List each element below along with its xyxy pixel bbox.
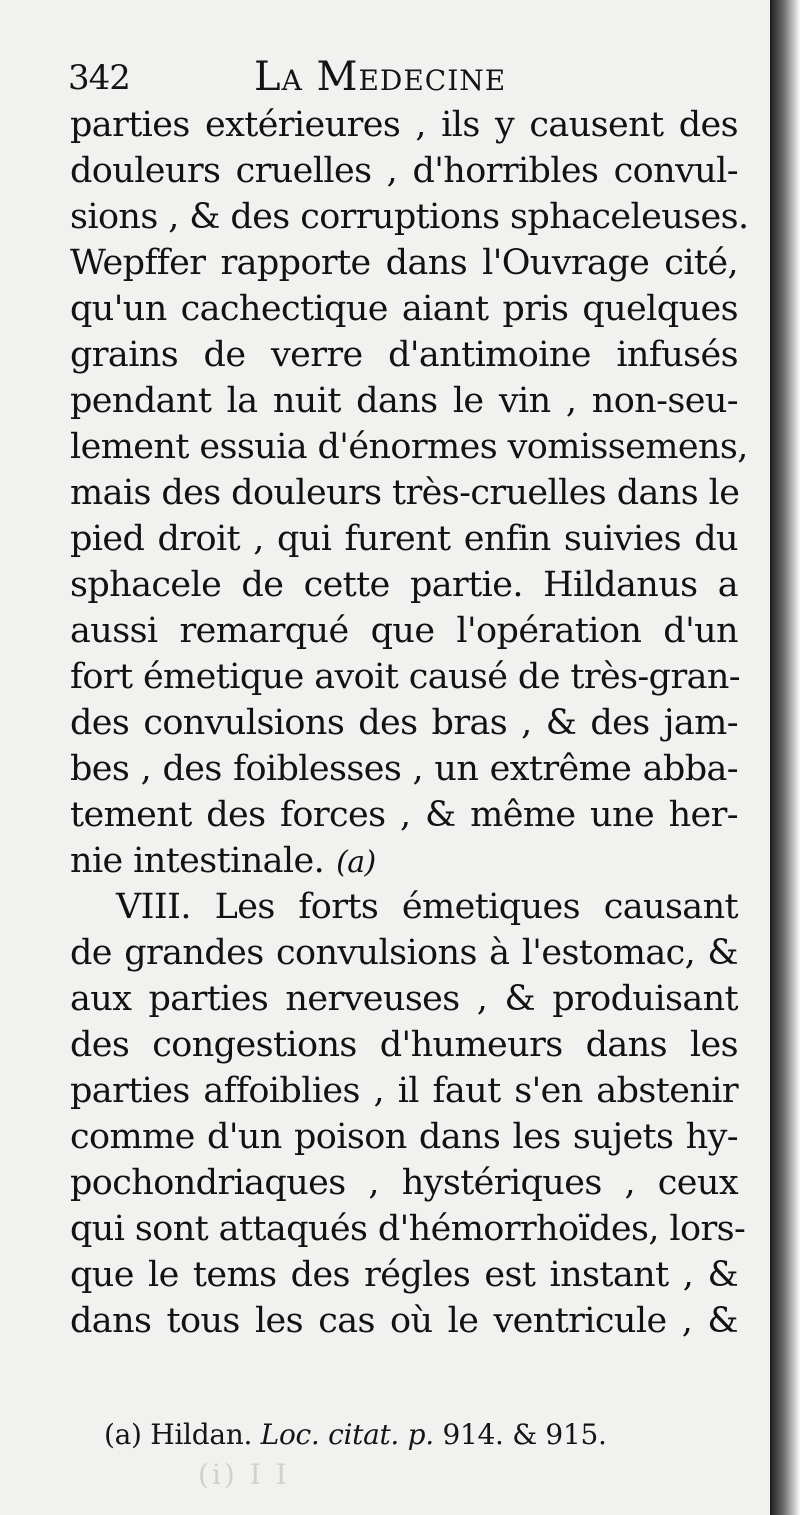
footnote-reference: (a) [336,845,376,880]
text-line: bes , des foiblesses , un extrême abba- [70,749,738,789]
text-line-section-start: VIII. Les forts émetiques causant [116,887,738,927]
text-line: qui sont attaqués d'hémorrhoïdes, lors- [70,1209,746,1249]
text-line-content: nie intestinale. [70,841,325,881]
text-line: pendant la nuit dans le vin , non-seu- [70,381,738,421]
text-line: pochondriaques , hystériques , ceux [70,1163,738,1203]
text-line: lement essuia d'énormes vomissemens, [70,427,748,467]
bleed-through-text: (i) I I [198,1458,290,1491]
text-line: des convulsions des bras , & des jam- [70,703,738,743]
text-line: douleurs cruelles , d'horribles convul- [70,151,738,191]
text-line: tement des forces , & même une her- [70,795,738,835]
text-line: que le tems des régles est instant , & [70,1255,738,1295]
text-line: qu'un cachectique aiant pris quelques [70,289,738,329]
text-line: sphacele de cette partie. Hildanus a [70,565,738,605]
text-line: sions , & des corruptions sphaceleuses. [70,197,749,237]
text-line: grains de verre d'antimoine infusés [70,335,738,375]
text-line: mais des douleurs très-cruelles dans le [70,473,740,513]
text-line: de grandes convulsions à l'estomac, & [70,933,738,973]
body-text [70,102,749,1344]
text-line: comme d'un poison dans les sujets hy- [70,1117,738,1157]
text-line: parties extérieures , ils y causent des [70,105,738,145]
text-line: aux parties nerveuses , & produisant [70,979,738,1019]
footnote [104,1418,607,1451]
text-line: parties affoiblies , il faut s'en abstenir [70,1071,738,1111]
text-line: dans tous les cas où le ventricule , & [70,1301,738,1341]
page-number: 342 [68,58,130,98]
running-title: La Medecine [254,54,507,100]
text-line: aussi remarqué que l'opération d'un [70,611,738,651]
text-line: pied droit , qui furent enfin suivies du [70,519,738,559]
running-head [68,52,728,106]
footnote-marker: (a) [104,1418,142,1451]
footnote-pages: 914. & 915. [442,1418,607,1451]
book-gutter-shadow [770,0,800,1515]
text-line-paragraph-end [70,838,738,884]
text-line: des congestions d'humeurs dans les [70,1025,738,1065]
text-line: Wepffer rapporte dans l'Ouvrage cité, [70,243,738,283]
footnote-reference-text: Loc. citat. p. [260,1418,434,1451]
footnote-author: Hildan. [150,1418,253,1451]
text-line: fort émetique avoit causé de très-gran- [70,657,741,697]
